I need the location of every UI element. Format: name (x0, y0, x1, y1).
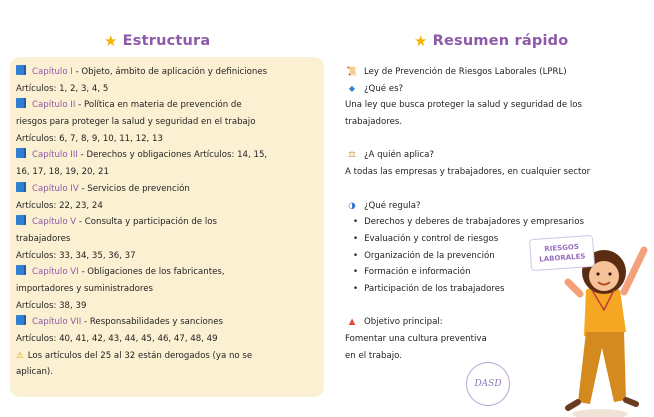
star-icon: ★ (104, 31, 118, 50)
chapter-label: Capítulo II (32, 100, 76, 111)
estructura-line (16, 97, 328, 114)
chapter-label: Capítulo VI (32, 267, 79, 278)
estructura-line (16, 81, 328, 98)
estructura-line (16, 114, 328, 131)
line-text: riesgos para proteger la salud y seguridad en el trabajo (16, 117, 256, 128)
book-icon (16, 65, 26, 75)
estructura-line (16, 64, 328, 81)
diamond-icon: ◆ (348, 83, 356, 93)
resumen-line (345, 181, 650, 198)
line-text: Objetivo principal: (364, 317, 443, 328)
line-text: Artículos: 38, 39 (16, 300, 87, 311)
resumen-line (345, 131, 650, 148)
shield-icon: ◑ (348, 200, 356, 211)
scale-icon: ⚖ (348, 150, 356, 161)
chapter-label: Capítulo VII (32, 317, 82, 328)
line-text: Fomentar una cultura preventiva (345, 334, 487, 344)
line-text: - Consulta y participación de los (76, 217, 217, 228)
resumen-line (345, 198, 650, 215)
resumen-line (345, 81, 650, 98)
estructura-line (16, 364, 328, 381)
line-text: trabajadores. (345, 117, 403, 128)
riesgos-laborales-sign: RIESGOS LABORALES (529, 235, 595, 271)
line-text: aplican). (16, 367, 54, 378)
chapter-label: Capítulo V (32, 217, 77, 228)
line-text: - Servicios de prevención (78, 183, 190, 194)
line-text: Artículos: 22, 23, 24 (16, 200, 103, 211)
line-text: importadores y suministradores (16, 283, 153, 294)
line-text: en el trabajo. (345, 350, 402, 361)
line-text: Organización de la prevención (364, 250, 495, 261)
line-text: Formación e información (364, 267, 471, 278)
line-text: ¿Qué es? (364, 83, 404, 94)
estructura-title (104, 33, 210, 49)
book-icon (16, 265, 26, 275)
line-text: Artículos: 1, 2, 3, 4, 5 (16, 83, 109, 94)
line-text: - Obligaciones de los fabricantes, (78, 267, 225, 278)
estructura-line (16, 331, 328, 348)
scroll-icon: 📜 (346, 67, 358, 77)
chapter-label: Capítulo III (32, 150, 78, 161)
line-text: trabajadores (16, 233, 71, 244)
line-text: Ley de Prevención de Riesgos Laborales (LPRL) (364, 67, 567, 77)
alarm-icon: ▲ (348, 317, 356, 328)
resumen-line (345, 164, 650, 181)
line-text: - Responsabilidades y sanciones (81, 317, 223, 328)
line-text: ¿Qué regula? (364, 200, 421, 211)
estructura-line (16, 298, 328, 315)
line-text: Artículos: 33, 34, 35, 36, 37 (16, 250, 136, 261)
line-text: 16, 17, 18, 19, 20, 21 (16, 167, 109, 178)
estructura-line (16, 248, 328, 265)
line-text: Derechos y deberes de trabajadores y empresarios (364, 217, 584, 228)
estructura-line (16, 281, 328, 298)
estructura-line (16, 131, 328, 148)
line-text: Artículos: 40, 41, 42, 43, 44, 45, 46, 47, 48, 49 (16, 334, 218, 344)
line-text: - Objeto, ámbito de aplicación y definiciones (72, 67, 268, 77)
book-icon (16, 182, 26, 192)
estructura-line (16, 314, 328, 331)
line-text: - Derechos y obligaciones Artículos: 14, 15, (77, 150, 268, 161)
estructura-list (16, 64, 328, 381)
resumen-line (345, 147, 650, 164)
estructura-line (16, 348, 328, 365)
resumen-title (414, 33, 568, 49)
regula-list-item (345, 214, 650, 231)
estructura-line (16, 231, 328, 248)
book-icon (16, 315, 26, 325)
estructura-line (16, 198, 328, 215)
chapter-label: Capítulo I (32, 67, 73, 77)
book-icon (16, 98, 26, 108)
line-text: A todas las empresas y trabajadores, en cualquier sector (345, 167, 591, 178)
estructura-title-text: Estructura (122, 33, 211, 49)
line-text: Participación de los trabajadores (364, 283, 505, 294)
estructura-line (16, 164, 328, 181)
resumen-title-text: Resumen rápido (432, 33, 569, 49)
line-text: Evaluación y control de riesgos (364, 233, 499, 244)
line-text: ¿A quién aplica? (364, 150, 434, 161)
estructura-line (16, 264, 328, 281)
estructura-line (16, 214, 328, 231)
line-text: Los artículos del 25 al 32 están derogados (ya no se (27, 350, 253, 361)
resumen-line (345, 97, 650, 114)
author-stamp: DASD (466, 362, 510, 406)
line-text: - Política en materia de prevención de (75, 100, 242, 111)
estructura-line (16, 147, 328, 164)
warning-icon: ⚠ (16, 350, 24, 361)
book-icon (16, 148, 26, 158)
line-text: Artículos: 6, 7, 8, 9, 10, 11, 12, 13 (16, 133, 163, 144)
book-icon (16, 215, 26, 225)
estructura-line (16, 181, 328, 198)
resumen-line (345, 64, 650, 81)
resumen-line (345, 114, 650, 131)
chapter-label: Capítulo IV (32, 183, 79, 194)
line-text: Una ley que busca proteger la salud y seguridad de los (345, 100, 583, 111)
star-icon: ★ (414, 31, 428, 50)
